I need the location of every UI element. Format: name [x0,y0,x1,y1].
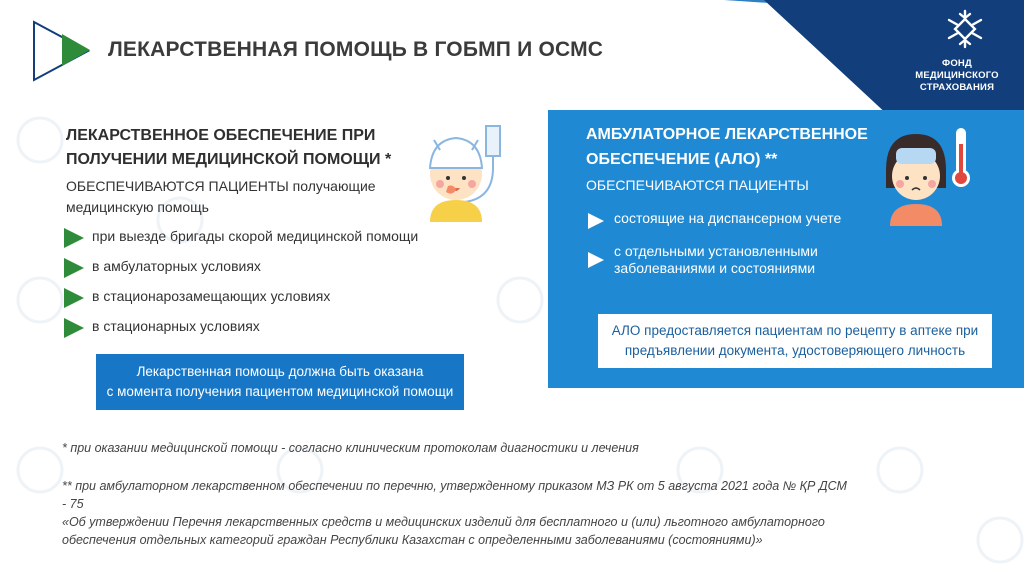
list-item: в амбулаторных условиях [62,256,482,286]
footnote-2: ** при амбулаторном лекарственном обеспечении по перечню, утвержденному приказом МЗ РК от 5 августа 2021 года № ҚР ДСМ - 75 «Об утверждении Перечня лекарственных средств и медицинских изделий для бесплатного и (или) льготного амбулаторного обеспечения отдельных категорий граждан Республики Казахстан с определенными заболеваниями (состояниями)» [62,479,847,547]
green-arrow-icon [62,256,86,280]
left-note-box: Лекарственная помощь должна быть оказана с момента получения пациентом медицинской помощи [96,354,464,410]
right-subtitle: ОБЕСПЕЧИВАЮТСЯ ПАЦИЕНТЫ [586,177,809,193]
list-item: при выезде бригады скорой медицинской помощи [62,226,482,256]
white-arrow-icon [586,250,606,270]
left-heading: ЛЕКАРСТВЕННОЕ ОБЕСПЕЧЕНИЕ ПРИ ПОЛУЧЕНИИ МЕДИЦИНСКОЙ ПОМОЩИ * [66,127,392,168]
snowflake-logo-icon [944,8,986,50]
green-arrow-icon [62,286,86,310]
title-arrow-icon [32,20,92,82]
footnote-1: * при оказании медицинской помощи - согласно клиническим протоколам диагностики и лечения [62,441,639,455]
green-arrow-icon [62,226,86,250]
left-subtitle: ОБЕСПЕЧИВАЮТСЯ ПАЦИЕНТЫ получающие медицинскую помощь [66,178,376,215]
list-item: в стационарных условиях [62,316,482,346]
page-title: ЛЕКАРСТВЕННАЯ ПОМОЩЬ В ГОБМП И ОСМС [108,38,604,61]
list-item: в стационарозамещающих условиях [62,286,482,316]
green-arrow-icon [62,316,86,340]
patient-with-iv-drip-icon [410,122,522,226]
right-note-box: АЛО предоставляется пациентам по рецепту в аптеке при предъявлении документа, удостоверяющего личность [598,314,992,368]
fund-name: ФОНД МЕДИЦИНСКОГО СТРАХОВАНИЯ [915,58,999,93]
white-arrow-icon [586,211,606,231]
patient-with-fever-thermometer-icon [872,120,978,230]
right-heading: АМБУЛАТОРНОЕ ЛЕКАРСТВЕННОЕ ОБЕСПЕЧЕНИЕ (АЛО) ** [586,126,868,168]
